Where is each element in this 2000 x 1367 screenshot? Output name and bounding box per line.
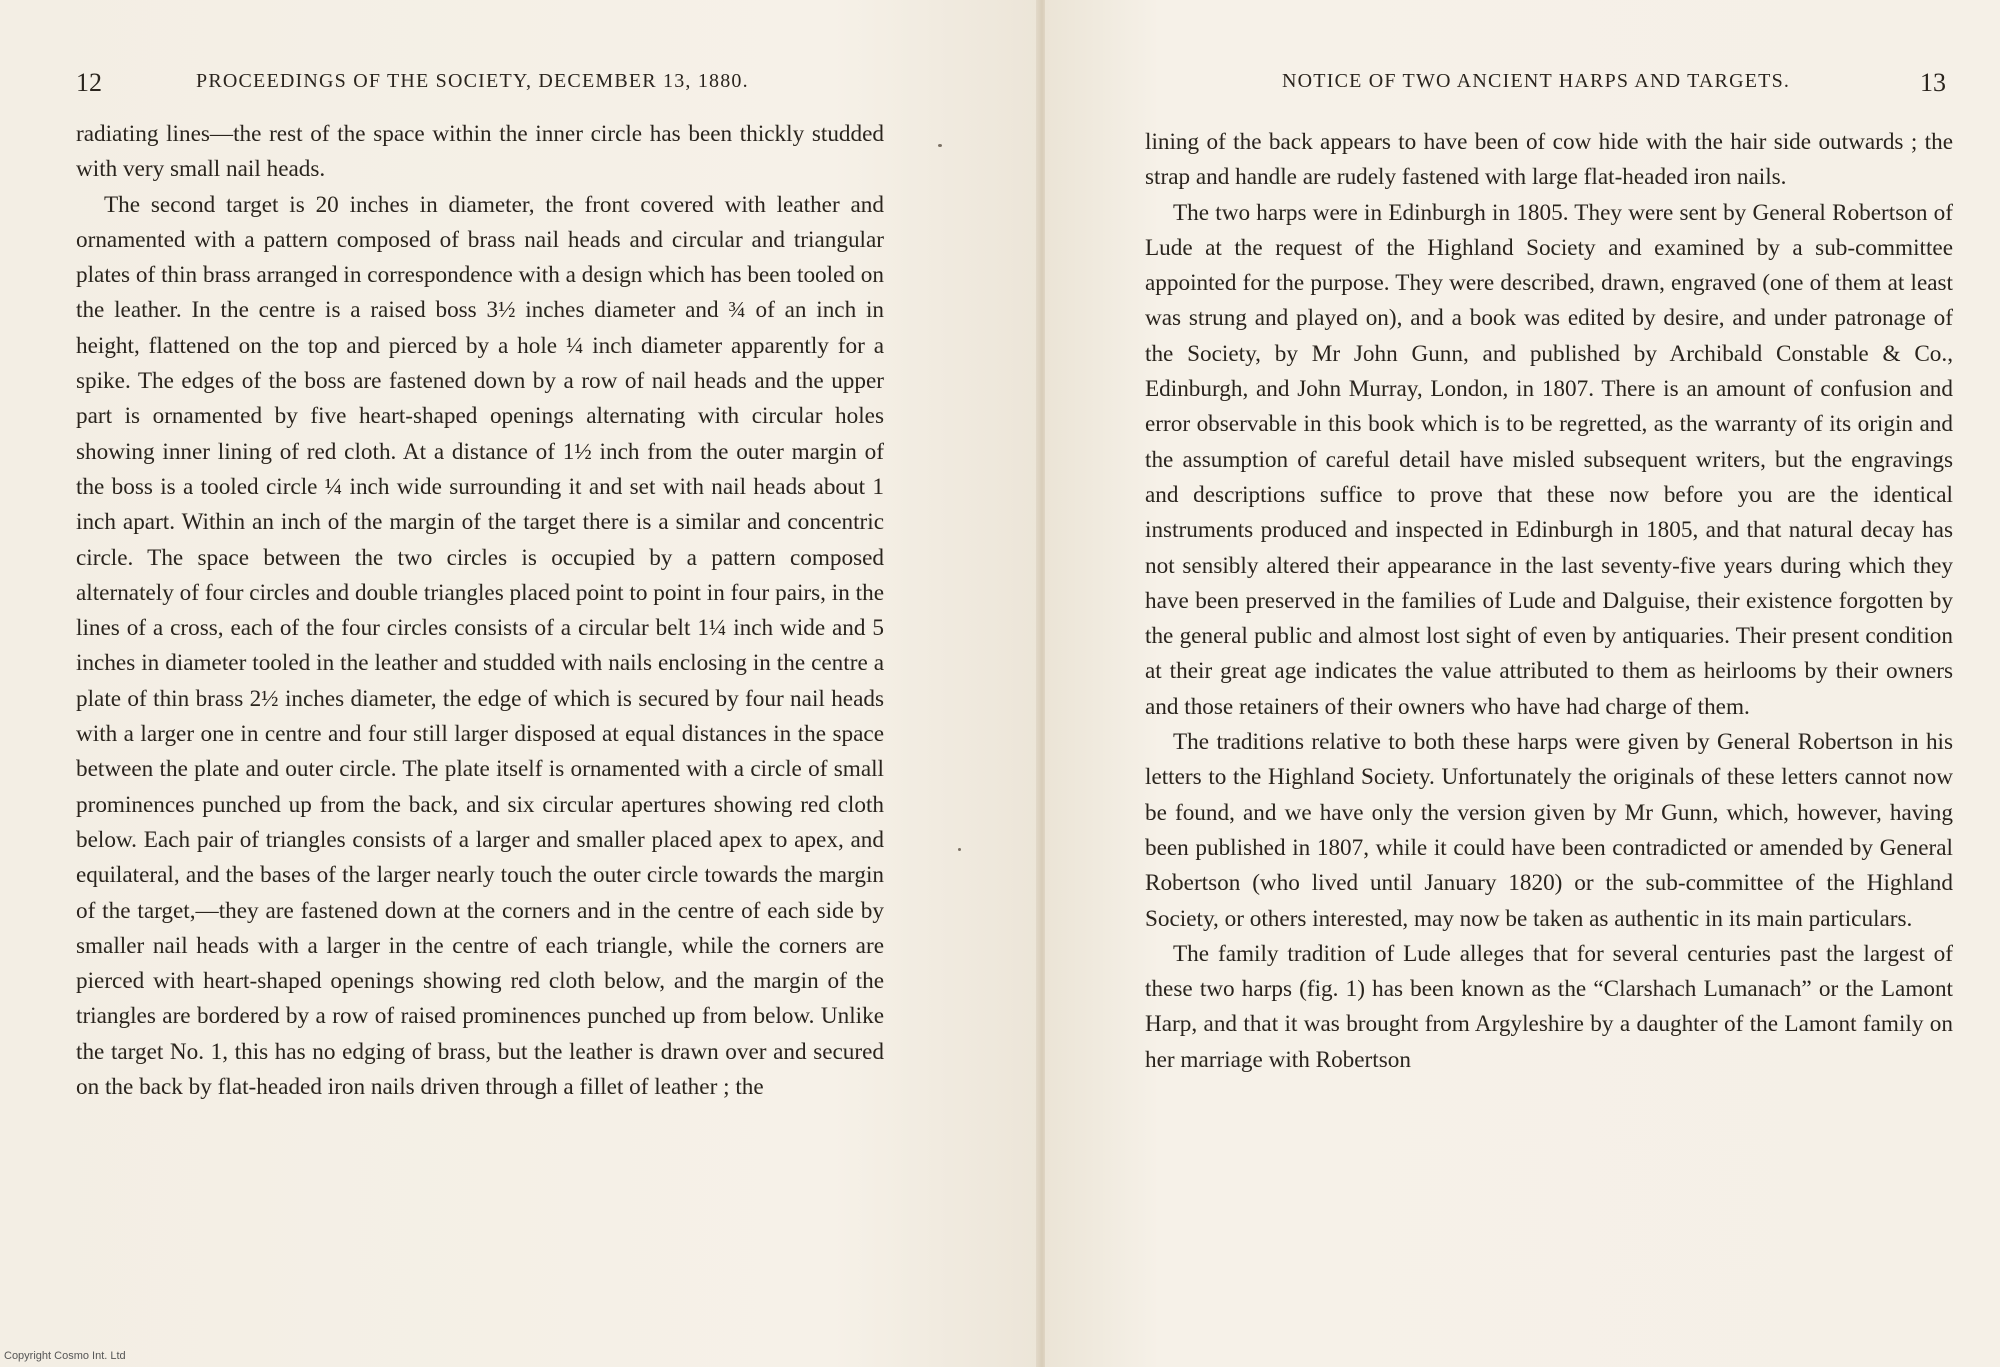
right-body-text — [1145, 125, 1953, 1078]
paragraph: The family tradition of Lude alleges that for several centuries past the largest of these two harps (fig. 1) has been known as the “Clarshach Lumanach” or the Lamont Harp, and that it was brought from Argyleshire by a daughter of the Lamont family on her marriage with Robertson — [1145, 940, 1953, 1073]
copyright-watermark: Copyright Cosmo Int. Ltd — [4, 1350, 126, 1362]
right-page — [1045, 0, 2000, 1367]
paragraph: The second target is 20 inches in diameter, the front covered with leather and ornamented with a pattern composed of brass nail heads and circular and triangular plates of thin brass arranged in correspondence with a design which has been tooled on the leather. In the centre is a raised boss 3½ inches diameter and ¾ of an inch in height, flattened on the top and pierced by a hole ¼ inch diameter apparently for a spike. The edges of the boss are fastened down by a row of nail heads and the upper part is ornamented by five heart-shaped openings alternating with circular holes showing inner lining of red cloth. At a distance of 1½ inch from the outer margin of the boss is a tooled circle ¼ inch wide surrounding it and set with nail heads about 1 inch apart. Within an inch of the margin of the target there is a similar and concentric circle. The space between the two circles is occupied by a pattern composed alternately of four circles and double triangles placed point to point in four pairs, in the lines of a cross, each of the four circles consists of a circular belt 1¼ inch wide and 5 inches in diameter tooled in the leather and studded with nails enclosing in the centre a plate of thin brass 2½ inches diameter, the edge of which is secured by four nail heads with a larger one in centre and four still larger disposed at equal distances in the space between the plate and outer circle. The plate itself is ornamented with a circle of small prominences punched up from the back, and six circular apertures showing red cloth below. Each pair of triangles consists of a larger and smaller placed apex to apex, and equilateral, and the bases of the larger nearly touch the outer circle towards the margin of the target,—they are fastened down at the corners and in the centre of each side by smaller nail heads with a larger in the centre of each triangle, while the corners are pierced with heart-shaped openings showing red cloth below, and the margin of the triangles are bordered by a row of raised prominences punched up from below. Unlike the target No. 1, this has no edging of brass, but the leather is drawn over and secured on the back by flat-headed iron nails driven through a fillet of leather ; the — [76, 191, 884, 1101]
paragraph: radiating lines—the rest of the space within the inner circle has been thickly studded with very small nail heads. — [76, 121, 884, 183]
left-body-text — [76, 117, 884, 1105]
right-running-head: NOTICE OF TWO ANCIENT HARPS AND TARGETS. — [1282, 70, 1791, 92]
paper-speck — [938, 144, 942, 147]
left-running-head: PROCEEDINGS OF THE SOCIETY, DECEMBER 13, 1880. — [196, 70, 749, 92]
left-page-number: 12 — [76, 68, 102, 97]
right-page-number: 13 — [1920, 68, 1946, 97]
paper-speck — [958, 848, 961, 851]
paragraph: The traditions relative to both these harps were given by General Robertson in his letters to the Highland Society. Unfortunately the originals of these letters cannot now be found, and we have only the version given by Mr Gunn, which, however, having been published in 1807, while it could have been contradicted or amended by General Robertson (who lived until January 1820) or the sub-committee of the Highland Society, or others interested, may now be taken as authentic in its main particulars. — [1145, 729, 1953, 932]
paragraph: lining of the back appears to have been of cow hide with the hair side outwards ; the strap and handle are rudely fastened with large flat-headed iron nails. — [1145, 129, 1953, 191]
paragraph: The two harps were in Edinburgh in 1805. They were sent by General Robertson of Lude at the request of the Highland Society and examined by a sub-committee appointed for the purpose. They were described, drawn, engraved (one of them at least was strung and played on), and a book was edited by desire, and under patronage of the Society, by Mr John Gunn, and published by Archibald Constable & Co., Edinburgh, and John Murray, London, in 1807. There is an amount of confusion and error observable in this book which is to be regretted, as the warranty of its origin and the assumption of careful detail have misled subsequent writers, but the engravings and descriptions suffice to prove that these now before you are the identical instruments produced and inspected in Edinburgh in 1805, and that natural decay has not sensibly altered their appearance in the last seventy-five years during which they have been preserved in the families of Lude and Dalguise, their existence forgotten by the general public and almost lost sight of even by antiquaries. Their present condition at their great age indicates the value attributed to them as heirlooms by their owners and those retainers of their owners who have had charge of them. — [1145, 199, 1953, 720]
